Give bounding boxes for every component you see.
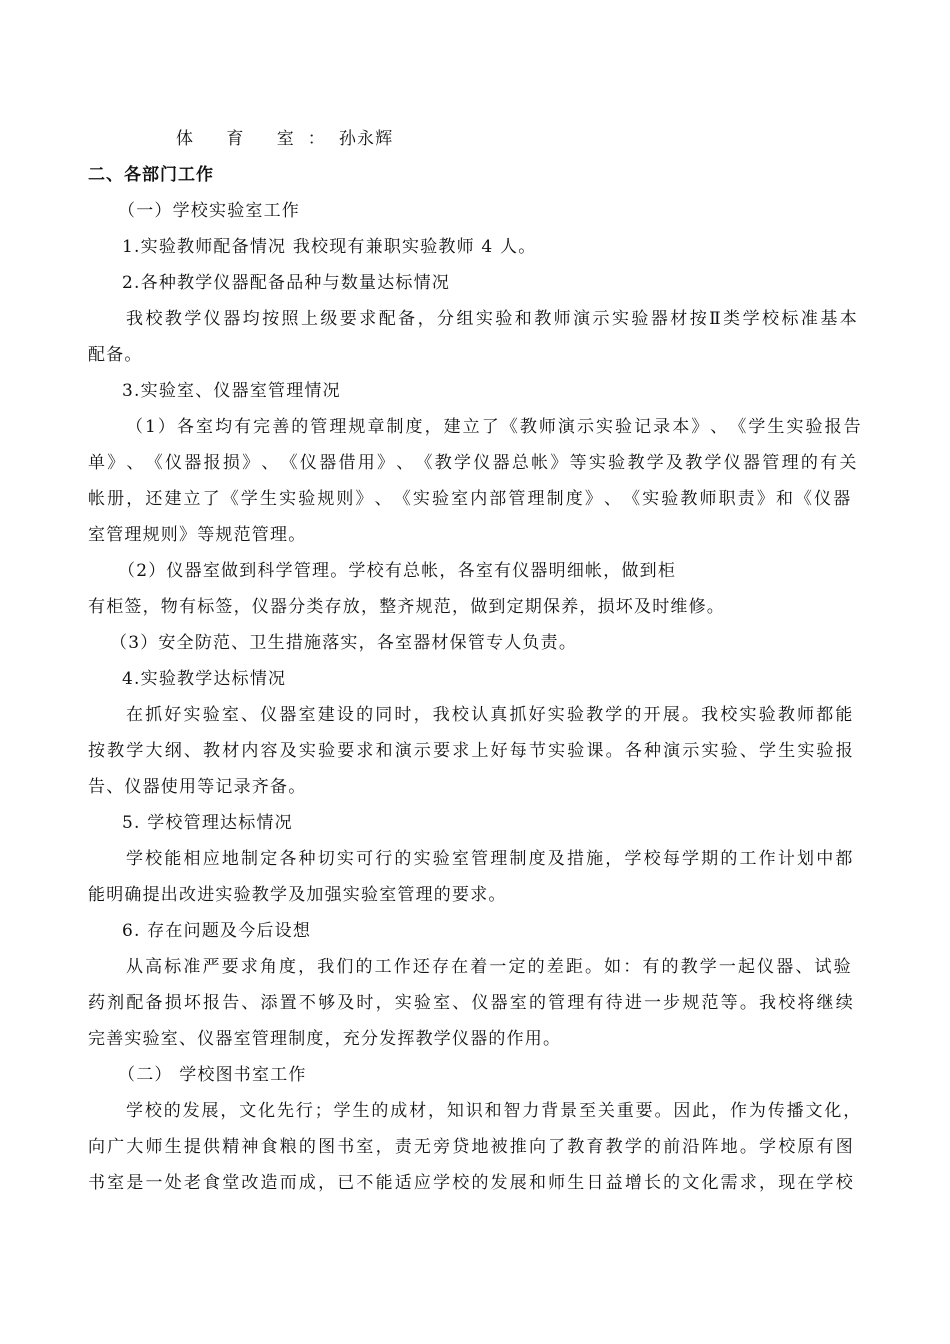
lab-item-5-line-2: 能明确提出改进实验教学及加强实验室管理的要求。 xyxy=(88,885,507,905)
library-line-2: 向 广 大 师 生 提 供 精 神 食 粮 的 图 书 室 ， 责 无 旁 贷 地 被 推 向 了 教 育 教 学 的 前 沿 阵 地 。 学 校 原 有 图 xyxy=(88,1137,854,1157)
lab-item-4: 4.实验教学达标情况 xyxy=(122,669,287,689)
lab-item-3-1-line-2: 单 》 、 《 仪 器 报 损 》 、 《 仪 器 借 用 》 、 《 教 学 仪 器 总 帐 》 等 实 验 教 学 及 教 学 仪 器 管 理 的 有 关 xyxy=(88,453,858,473)
lab-item-4-line-3: 告、仪器使用等记录齐备。 xyxy=(88,777,307,797)
lab-item-2-paragraph-line-2: 配备。 xyxy=(88,345,143,365)
library-heading: （二） 学校图书室工作 xyxy=(118,1065,307,1085)
lab-item-3-1-line-1: （ 1 ） 各 室 均 有 完 善 的 管 理 规 章 制 度 ， 建 立 了 《 教 师 演 示 实 验 记 录 本 》 、 《 学 生 实 验 报 告 xyxy=(126,417,862,437)
lab-item-4-line-1: 在 抓 好 实 验 室 、 仪 器 室 建 设 的 同 时 ， 我 校 认 真 抓 好 实 验 教 学 的 开 展 。 我 校 实 验 教 师 都 能 xyxy=(126,705,854,725)
library-line-1: 学 校 的 发 展 ， 文 化 先 行 ； 学 生 的 成 材 ， 知 识 和 智 力 背 景 至 关 重 要 。 因 此 ， 作 为 传 播 文 化 ， xyxy=(126,1101,862,1121)
section-title: 二、各部门工作 xyxy=(88,165,214,185)
staff-line xyxy=(176,128,393,150)
lab-heading: （一）学校实验室工作 xyxy=(118,201,300,221)
lab-item-3: 3.实验室、仪器室管理情况 xyxy=(122,381,341,401)
lab-item-6-line-3: 完善实验室、仪器室管理制度，充分发挥教学仪器的作用。 xyxy=(88,1029,562,1049)
lab-item-3-2-line-2: 有柜签，物有标签，仪器分类存放，整齐规范，做到定期保养，损坏及时维修。 xyxy=(88,597,725,617)
lab-item-3-2-line-1: （2）仪器室做到科学管理。学校有总帐，各室有仪器明细帐，做到柜 xyxy=(118,561,677,581)
lab-item-3-1-line-3: 帐 册 ， 还 建 立 了 《 学 生 实 验 规 则 》 、 《 实 验 室 内 部 管 理 制 度 》 、 《 实 验 教 师 职 责 》 和 《 仪 器 xyxy=(88,489,852,509)
lab-item-6-line-2: 药 剂 配 备 损 坏 报 告 、 添 置 不 够 及 时 ， 实 验 室 、 仪 器 室 的 管 理 有 待 进 一 步 规 范 等 。 我 校 将 继 续 xyxy=(88,993,854,1013)
lab-item-5: 5. 学校管理达标情况 xyxy=(122,813,293,833)
lab-item-2: 2.各种教学仪器配备品种与数量达标情况 xyxy=(122,273,451,293)
library-line-3: 书 室 是 一 处 老 食 堂 改 造 而 成 ， 已 不 能 适 应 学 校 的 发 展 和 师 生 日 益 增 长 的 文 化 需 求 ， 现 在 学 校 xyxy=(88,1173,854,1193)
lab-item-5-line-1: 学 校 能 相 应 地 制 定 各 种 切 实 可 行 的 实 验 室 管 理 制 度 及 措 施 ， 学 校 每 学 期 的 工 作 计 划 中 都 xyxy=(126,849,854,869)
lab-item-6-line-1: 从 高 标 准 严 要 求 角 度 ， 我 们 的 工 作 还 存 在 着 一 定 的 差 距 。 如 ： 有 的 教 学 一 起 仪 器 、 试 验 xyxy=(126,957,852,977)
lab-item-1: 1.实验教师配备情况 我校现有兼职实验教师 4 人。 xyxy=(122,237,537,257)
lab-item-6: 6. 存在问题及今后设想 xyxy=(122,921,312,941)
staff-label: 体 育 室： xyxy=(176,129,339,149)
lab-item-2-paragraph-line-1: 我 校 教 学 仪 器 均 按 照 上 级 要 求 配 备 ， 分 组 实 验 和 教 师 演 示 实 验 器 材 按 Ⅱ 类 学 校 标 准 基 本 xyxy=(126,309,858,329)
staff-name: 孙永辉 xyxy=(338,129,394,149)
lab-item-3-1-line-4: 室管理规则》等规范管理。 xyxy=(88,525,307,545)
lab-item-4-line-2: 按 教 学 大 纲 、 教 材 内 容 及 实 验 要 求 和 演 示 要 求 上 好 每 节 实 验 课 。 各 种 演 示 实 验 、 学 生 实 验 报 xyxy=(88,741,854,761)
lab-item-3-3: （3）安全防范、卫生措施落实，各室器材保管专人负责。 xyxy=(110,633,578,653)
